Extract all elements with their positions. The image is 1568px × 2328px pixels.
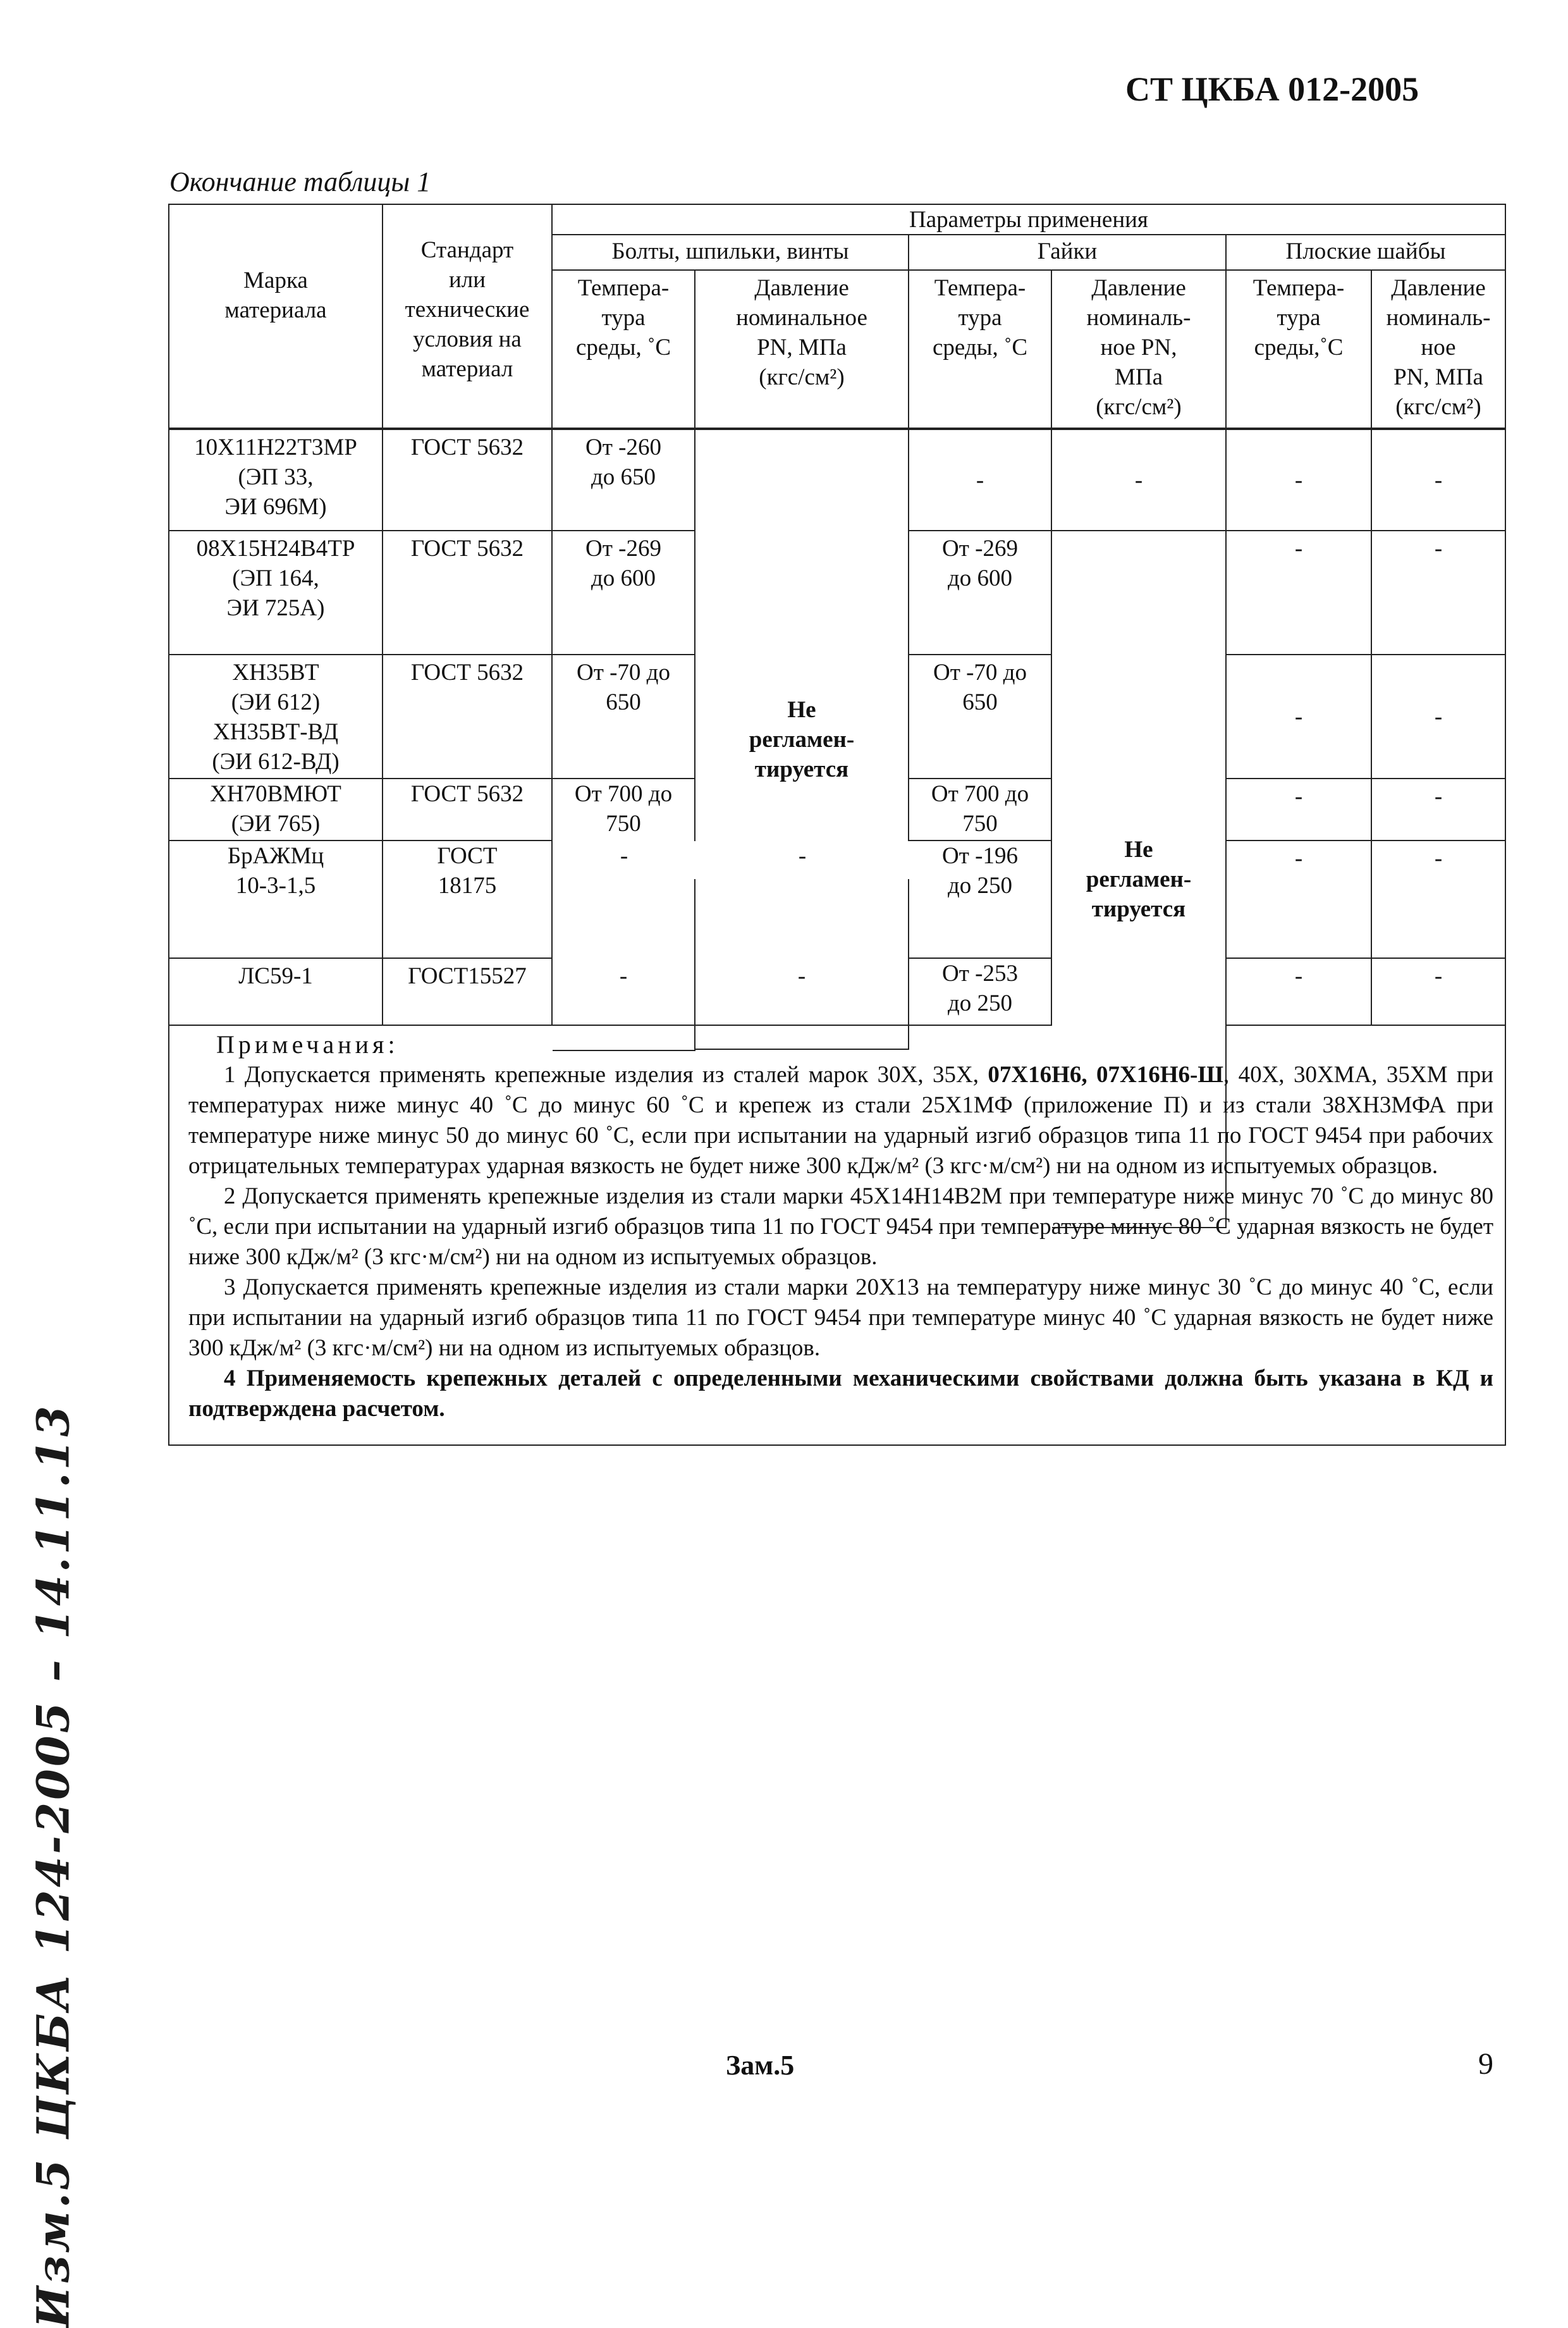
handwritten-margin-note: Изм.5 ЦКБА 124-2005 – 14.11.13 [27,1403,80,2328]
row-3-nut-temperature: От -70 до 650 [909,655,1052,779]
header-washers-pressure: Давление номиналь- ное PN, МПа (кгс/см²) [1372,271,1506,430]
notes-section [168,1025,1506,1446]
row-2-nut-temperature: От -269 до 600 [909,531,1052,655]
header-material-grade: Марка материала [168,204,383,430]
row-6-bolt-pressure: - [695,959,909,1026]
row-5-bolt-temperature: - [553,841,695,879]
table-caption: Окончание таблицы 1 [169,166,431,197]
notes-title: Примечания: [216,1030,399,1059]
header-nuts: Гайки [909,235,1227,271]
row-4-grade: ХН70ВМЮТ (ЭИ 765) [168,779,383,841]
document-code: СТ ЦКБА 012-2005 [1125,70,1419,108]
row-3-washer-pressure: - [1372,655,1506,779]
row-3-bolt-temperature: От -70 до 650 [553,655,695,779]
nuts-pressure-not-regulated: Не регламен- тируется [1052,531,1227,1228]
row-3-grade: ХН35ВТ (ЭИ 612) ХН35ВТ-ВД (ЭИ 612-ВД) [168,655,383,779]
row-4-washer-temperature: - [1227,779,1372,841]
row-1-nut-pressure: - [1052,430,1227,531]
header-bolts-temperature: Темпера- тура среды, ˚С [553,271,695,430]
header-bolts-pressure: Давление номинальное PN, МПа (кгс/см²) [695,271,909,430]
row-1-nut-temperature: - [909,430,1052,531]
row-1-grade: 10Х11Н22Т3МР (ЭП 33, ЭИ 696М) [168,430,383,531]
row-5-washer-pressure: - [1372,841,1506,959]
row-4-nut-temperature: От 700 до 750 [909,779,1052,841]
header-standard: Стандарт или технические условия на материал [383,204,553,430]
amendment-stamp: Зам.5 [726,2050,795,2081]
header-application-parameters: Параметры применения [553,204,1506,235]
header-bolts: Болты, шпильки, винты [553,235,909,271]
row-2-washer-temperature: - [1227,531,1372,655]
row-3-washer-temperature: - [1227,655,1372,779]
row-4-washer-pressure: - [1372,779,1506,841]
header-washers: Плоские шайбы [1227,235,1506,271]
row-6-standard: ГОСТ15527 [383,959,553,1026]
row-3-standard: ГОСТ 5632 [383,655,553,779]
note-1: 1 Допускается применять крепежные изделия из сталей марок 30Х, 35Х, 07Х16Н6, 07Х16Н6-Ш, 40Х, 30ХМА, 35ХМ при температурах ниже минус 40 ˚С до минус 60 ˚С и крепеж из стали 25Х1МФ (приложение П) и из стали 38ХН3МФА при температуре ниже минус 50 до минус 60 ˚С, если при испытании на ударный изгиб образцов типа 11 по ГОСТ 9454 при рабочих отрицательных температурах ударная вязкость не будет ниже 300 кДж/м² (3 кгс·м/см²) ни на одном из испытуемых образцов. [188,1062,1494,1179]
row-2-grade: 08Х15Н24В4ТР (ЭП 164, ЭИ 725А) [168,531,383,655]
page-number: 9 [1478,2047,1493,2081]
row-1-washer-temperature: - [1227,430,1372,531]
header-washers-temperature: Темпера- тура среды,˚С [1227,271,1372,430]
note-3: 3 Допускается применять крепежные изделия из стали марки 20Х13 на температуру ниже минус 30 ˚С до минус 40 ˚С, если при испытании на ударный изгиб образцов типа 11 по ГОСТ 9454 при температуре минус 40 ˚С ударная вязкость не будет ниже 300 кДж/м² (3 кгс·м/см²) ни на одном из испытуемых образцов. [188,1274,1493,1361]
row-6-grade: ЛС59-1 [168,959,383,1026]
row-5-standard: ГОСТ 18175 [383,841,553,959]
row-4-bolt-temperature: От 700 до 750 [553,779,695,1051]
row-5-nut-temperature: От -196 до 250 [909,841,1052,959]
row-6-bolt-temperature: - [553,959,695,1026]
row-6-washer-pressure: - [1372,959,1506,1026]
note-2: 2 Допускается применять крепежные изделия из стали марки 45Х14Н14В2М при температуре ниже минус 70 ˚С до минус 80 ˚С, если при испытании на ударный изгиб образцов типа 11 по ГОСТ 9454 при температуре минус 80 ˚С ударная вязкость не будет ниже 300 кДж/м² (3 кгс·м/см²) ни на одном из испытуемых образцов. [188,1183,1493,1270]
row-2-bolt-temperature: От -269 до 600 [553,531,695,655]
row-6-washer-temperature: - [1227,959,1372,1026]
row-2-washer-pressure: - [1372,531,1506,655]
row-1-standard: ГОСТ 5632 [383,430,553,531]
row-4-standard: ГОСТ 5632 [383,779,553,841]
bolts-pressure-not-regulated: Не регламен- тируется [695,430,909,1050]
row-1-washer-pressure: - [1372,430,1506,531]
header-nuts-temperature: Темпера- тура среды, ˚С [909,271,1052,430]
row-5-bolt-pressure: - [695,841,909,879]
header-nuts-pressure: Давление номиналь- ное PN, МПа (кгс/см²) [1052,271,1227,430]
note-4: 4 Применяемость крепежных деталей с определенными механическими свойствами должна быть указана в КД и подтверждена расчетом. [188,1365,1493,1422]
row-6-nut-temperature: От -253 до 250 [909,959,1052,1026]
row-5-washer-temperature: - [1227,841,1372,959]
row-5-grade: БрАЖМц 10-3-1,5 [168,841,383,959]
row-1-bolt-temperature: От -260 до 650 [553,430,695,531]
row-2-standard: ГОСТ 5632 [383,531,553,655]
